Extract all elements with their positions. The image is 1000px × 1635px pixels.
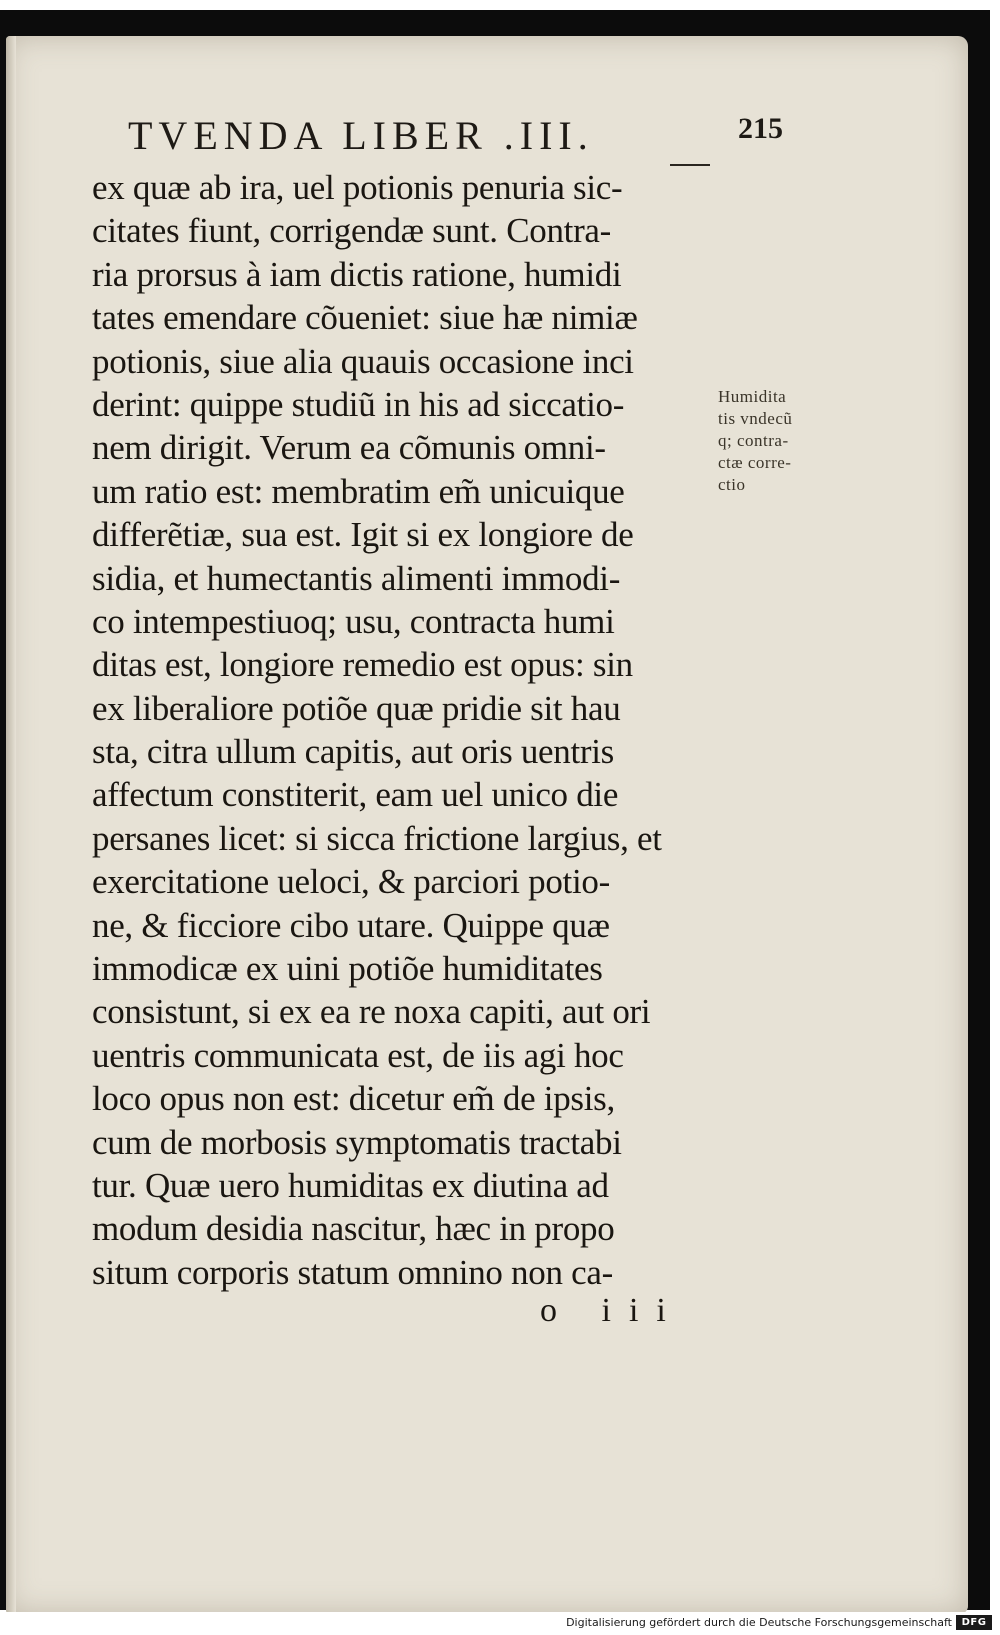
text-line: situm corporis statum omnino non ca- [92, 1252, 613, 1292]
binding-mark [574, 10, 576, 30]
text-line: co intempestiuoq; usu, contracta humi [92, 601, 615, 641]
marginal-note-line: ctæ corre- [718, 453, 792, 472]
marginal-note [718, 386, 838, 496]
text-line: sta, citra ullum capitis, aut oris uentris [92, 732, 615, 772]
body-text [92, 166, 742, 1294]
footer-bar [0, 1612, 1000, 1635]
text-line: ne, & ficciore cibo utare. Quippe quæ [92, 905, 610, 945]
digitization-credit: Digitalisierung gefördert durch die Deutsche Forschungsgemeinschaft [566, 1616, 952, 1629]
dfg-logo: DFG [956, 1615, 992, 1630]
page-number: 215 [738, 112, 783, 145]
text-line: potionis, siue alia quauis occasione inci [92, 341, 634, 381]
signature-mark: o iii [540, 1292, 684, 1329]
marginal-note-line: q; contra- [718, 431, 789, 450]
marginal-note-line: tis vndecũ [718, 409, 793, 428]
text-line: ex liberaliore potiõe quæ pridie sit hau [92, 688, 621, 728]
text-line: tur. Quæ uero humiditas ex diutina ad [92, 1165, 609, 1205]
text-line: modum desidia nascitur, hæc in propo [92, 1209, 615, 1249]
text-line: uentris communicata est, de iis agi hoc [92, 1035, 624, 1075]
text-line: loco opus non est: dicetur em̃ de ipsis, [92, 1079, 615, 1119]
running-head [128, 112, 783, 162]
text-line: persanes licet: si sicca frictione largius, et [92, 818, 662, 858]
text-line: ditas est, longiore remedio est opus: sin [92, 645, 633, 685]
text-line: ex quæ ab ira, uel potionis penuria sic- [92, 168, 623, 207]
text-line: consistunt, si ex ea re noxa capiti, aut ori [92, 992, 651, 1032]
marginal-note-line: ctio [718, 475, 746, 494]
text-line: derint: quippe studiũ in his ad siccatio- [92, 384, 625, 424]
text-line: affectum constiterit, eam uel unico die [92, 775, 619, 815]
text-line: tates emendare cõueniet: siue hæ nimiæ [92, 298, 638, 338]
text-line: um ratio est: membratim em̃ unicuique [92, 471, 625, 511]
text-line: ria prorsus à iam dictis ratione, humidi [92, 254, 622, 294]
text-line: citates fiunt, corrigendæ sunt. Contra- [92, 211, 612, 251]
text-line: exercitatione ueloci, & parciori potio- [92, 862, 610, 902]
marginal-note-line: Humidita [718, 387, 787, 406]
page-edge [6, 36, 16, 1614]
text-line: immodicæ ex uini potiõe humiditates [92, 949, 603, 989]
text-line: cum de morbosis symptomatis tractabi [92, 1122, 622, 1162]
text-line: differẽtiæ, sua est. Igit si ex longiore de [92, 515, 634, 555]
running-title: TVENDA LIBER .III. [128, 113, 594, 158]
text-line: nem dirigit. Verum ea cõmunis omni- [92, 428, 606, 468]
text-line: sidia, et humectantis alimenti immodi- [92, 558, 621, 598]
